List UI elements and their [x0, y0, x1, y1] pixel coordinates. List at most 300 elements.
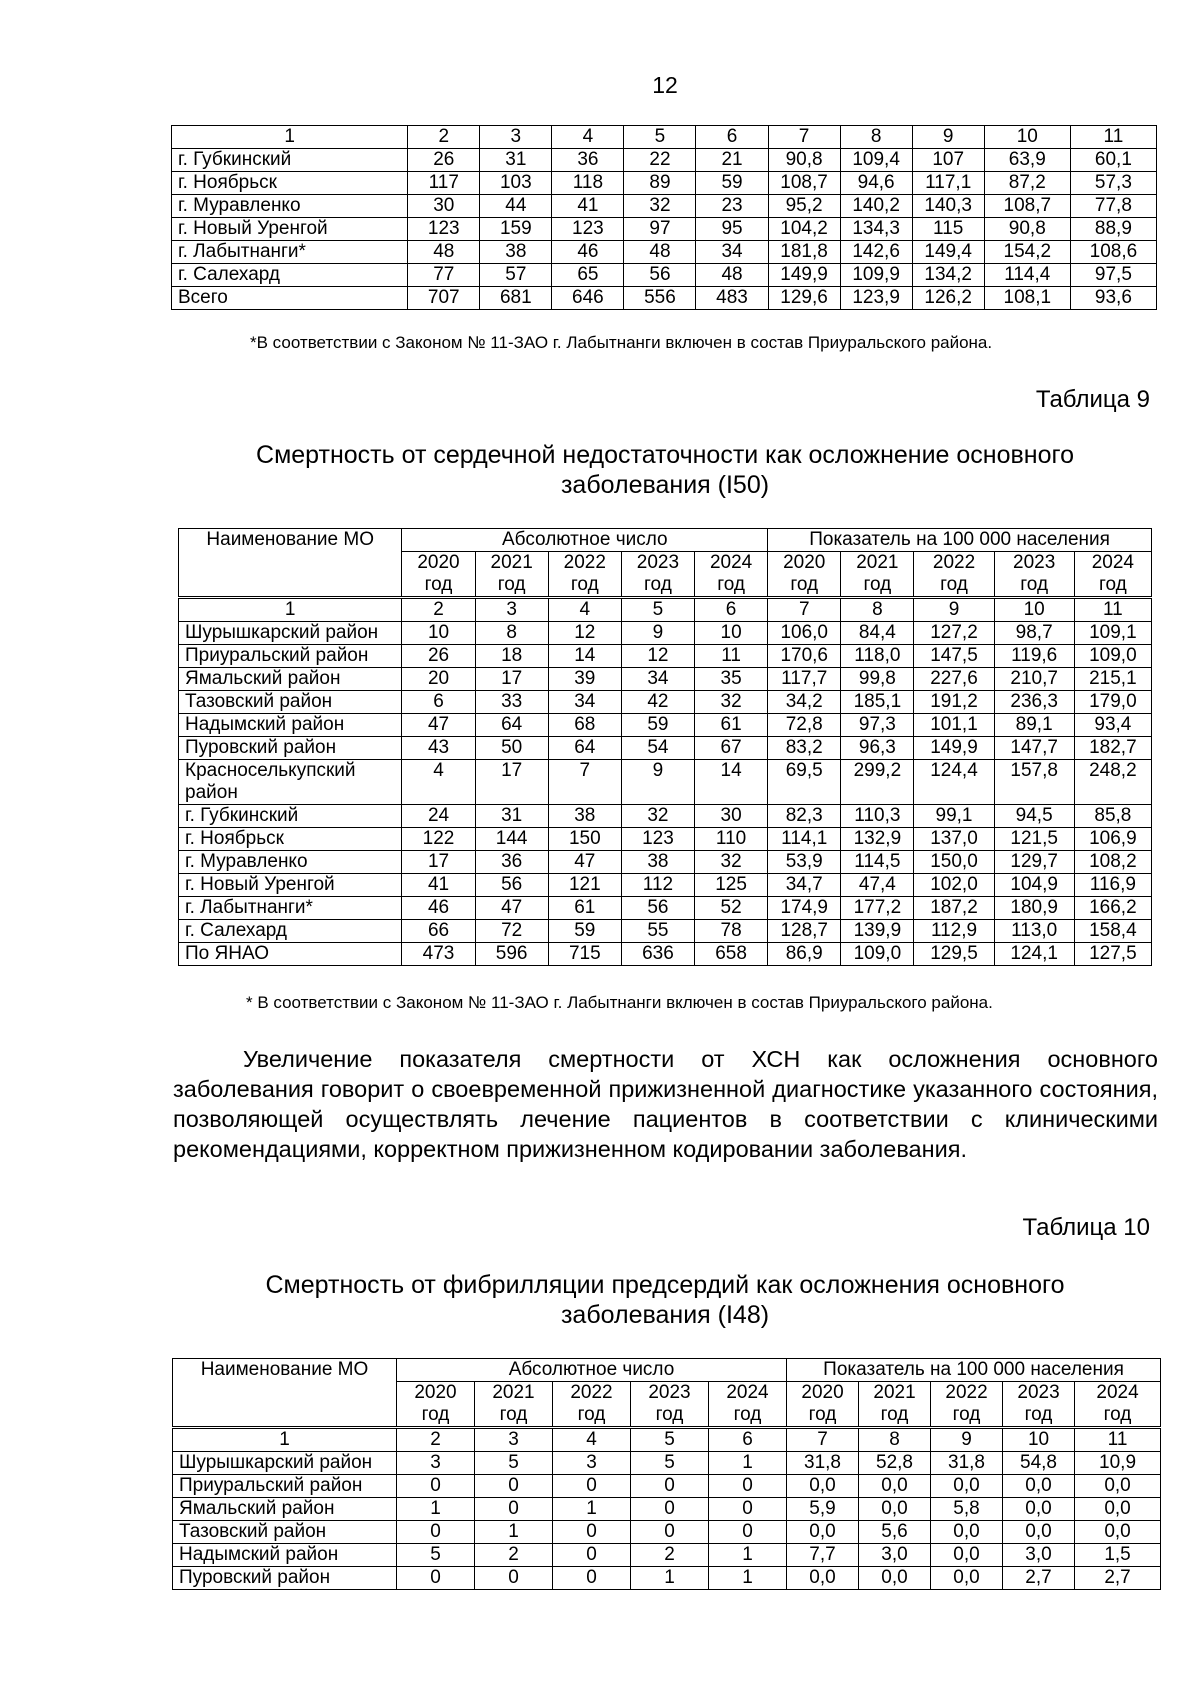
value-cell: 596 — [475, 943, 548, 966]
value-cell: 59 — [548, 920, 621, 943]
value-cell: 149,9 — [914, 737, 994, 760]
value-cell: 124,4 — [914, 760, 994, 805]
value-cell: 2,7 — [1003, 1567, 1075, 1590]
value-cell: 20 — [402, 668, 475, 691]
value-cell: 108,1 — [984, 287, 1070, 310]
year-header-cell — [548, 552, 621, 598]
value-cell: 31,8 — [787, 1452, 859, 1475]
value-cell: 36 — [475, 851, 548, 874]
value-cell: 108,7 — [768, 172, 840, 195]
mo-name-cell: Надымский район — [173, 1544, 397, 1567]
year-suffix: год — [1103, 1404, 1132, 1425]
value-cell: 24 — [402, 805, 475, 828]
value-cell: 38 — [480, 241, 552, 264]
table-row — [179, 828, 1152, 851]
year-suffix: год — [733, 1404, 762, 1425]
value-cell: 35 — [695, 668, 768, 691]
value-cell: 108,7 — [984, 195, 1070, 218]
value-cell: 99,1 — [914, 805, 994, 828]
value-cell: 5 — [475, 1452, 553, 1475]
value-cell: 0 — [397, 1521, 475, 1544]
value-cell: 77,8 — [1070, 195, 1156, 218]
mo-name-cell: г. Новый Уренгой — [179, 874, 402, 897]
year-suffix: год — [644, 574, 672, 595]
table-row — [172, 264, 1157, 287]
value-cell: 299,2 — [841, 760, 914, 805]
table-row — [173, 1452, 1161, 1475]
value-cell: 2 — [475, 1544, 553, 1567]
year-suffix: год — [497, 574, 526, 595]
table9 — [178, 528, 1152, 966]
value-cell: 0 — [631, 1475, 709, 1498]
value-cell: 32 — [695, 851, 768, 874]
value-cell: 48 — [624, 241, 696, 264]
value-cell: 5 — [397, 1544, 475, 1567]
column-number-cell: 6 — [709, 1428, 787, 1452]
mo-name-cell: г. Салехард — [172, 264, 408, 287]
value-cell: 1 — [709, 1452, 787, 1475]
column-number-cell: 8 — [840, 126, 912, 149]
table-continued — [171, 125, 1157, 310]
value-cell: 32 — [695, 691, 768, 714]
value-cell: 46 — [402, 897, 475, 920]
value-cell: 473 — [402, 943, 475, 966]
table9-title — [0, 440, 1200, 500]
value-cell: 72 — [475, 920, 548, 943]
table-row — [179, 874, 1152, 897]
value-cell: 90,8 — [984, 218, 1070, 241]
value-cell: 118 — [552, 172, 624, 195]
table-row — [173, 1567, 1161, 1590]
column-number-cell: 2 — [402, 598, 475, 622]
value-cell: 26 — [402, 645, 475, 668]
value-cell: 109,0 — [841, 943, 914, 966]
value-cell: 59 — [621, 714, 694, 737]
column-number-cell: 5 — [621, 598, 694, 622]
value-cell: 2,7 — [1075, 1567, 1161, 1590]
value-cell: 123 — [552, 218, 624, 241]
column-number-cell: 2 — [408, 126, 480, 149]
value-cell: 170,6 — [768, 645, 841, 668]
column-number-cell: 5 — [631, 1428, 709, 1452]
mo-name-cell: г. Салехард — [179, 920, 402, 943]
value-cell: 56 — [621, 897, 694, 920]
value-cell: 636 — [621, 943, 694, 966]
value-cell: 187,2 — [914, 897, 994, 920]
value-cell: 0 — [397, 1567, 475, 1590]
value-cell: 0,0 — [1075, 1475, 1161, 1498]
mo-name-cell: Ямальский район — [179, 668, 402, 691]
value-cell: 0,0 — [859, 1567, 931, 1590]
value-cell: 34,7 — [768, 874, 841, 897]
value-cell: 227,6 — [914, 668, 994, 691]
value-cell: 64 — [475, 714, 548, 737]
value-cell: 180,9 — [994, 897, 1074, 920]
year-value: 2021 — [492, 1382, 535, 1403]
value-cell: 88,9 — [1070, 218, 1156, 241]
column-number-cell: 10 — [994, 598, 1074, 622]
column-number-cell: 7 — [787, 1428, 859, 1452]
value-cell: 715 — [548, 943, 621, 966]
value-cell: 236,3 — [994, 691, 1074, 714]
value-cell: 0,0 — [1075, 1521, 1161, 1544]
value-cell: 123,9 — [840, 287, 912, 310]
table-row — [172, 241, 1157, 264]
table-row — [179, 645, 1152, 668]
value-cell: 139,9 — [841, 920, 914, 943]
value-cell: 113,0 — [994, 920, 1074, 943]
mo-name-cell: г. Муравленко — [172, 195, 408, 218]
value-cell: 121,5 — [994, 828, 1074, 851]
table10 — [172, 1358, 1161, 1590]
mo-name-cell: Шурышкарский район — [173, 1452, 397, 1475]
value-cell: 48 — [696, 264, 768, 287]
column-number-cell: 10 — [1003, 1428, 1075, 1452]
table-row — [173, 1475, 1161, 1498]
year-header-cell — [931, 1382, 1003, 1428]
year-header-cell — [841, 552, 914, 598]
value-cell: 0,0 — [1075, 1498, 1161, 1521]
value-cell: 112,9 — [914, 920, 994, 943]
value-cell: 0 — [553, 1521, 631, 1544]
value-cell: 114,4 — [984, 264, 1070, 287]
value-cell: 47,4 — [841, 874, 914, 897]
value-cell: 97,5 — [1070, 264, 1156, 287]
value-cell: 114,1 — [768, 828, 841, 851]
value-cell: 103 — [480, 172, 552, 195]
year-header-cell — [475, 552, 548, 598]
value-cell: 38 — [548, 805, 621, 828]
value-cell: 115 — [912, 218, 984, 241]
year-suffix: год — [577, 1404, 606, 1425]
mo-name-cell: Пуровский район — [173, 1567, 397, 1590]
value-cell: 1,5 — [1075, 1544, 1161, 1567]
year-header-cell — [1074, 552, 1151, 598]
table-row — [179, 943, 1152, 966]
value-cell: 0 — [631, 1498, 709, 1521]
value-cell: 140,3 — [912, 195, 984, 218]
year-suffix: год — [1024, 1404, 1053, 1425]
value-cell: 57 — [480, 264, 552, 287]
name-column-header: Наименование МО — [173, 1359, 397, 1428]
value-cell: 84,4 — [841, 622, 914, 645]
value-cell: 181,8 — [768, 241, 840, 264]
year-suffix: год — [808, 1404, 837, 1425]
value-cell: 101,1 — [914, 714, 994, 737]
column-number-cell: 11 — [1070, 126, 1156, 149]
value-cell: 119,6 — [994, 645, 1074, 668]
value-cell: 248,2 — [1074, 760, 1151, 805]
value-cell: 1 — [397, 1498, 475, 1521]
value-cell: 158,4 — [1074, 920, 1151, 943]
value-cell: 3,0 — [1003, 1544, 1075, 1567]
column-number-cell: 4 — [553, 1428, 631, 1452]
value-cell: 0,0 — [859, 1475, 931, 1498]
value-cell: 110,3 — [841, 805, 914, 828]
year-suffix: год — [863, 574, 892, 595]
table10-title — [0, 1270, 1200, 1330]
year-suffix: год — [1099, 574, 1127, 595]
table-row — [179, 622, 1152, 645]
value-cell: 36 — [552, 149, 624, 172]
value-cell: 149,9 — [768, 264, 840, 287]
column-number-cell: 7 — [768, 126, 840, 149]
value-cell: 97 — [624, 218, 696, 241]
table-row — [173, 1498, 1161, 1521]
body-paragraph — [173, 1044, 1158, 1164]
value-cell: 150,0 — [914, 851, 994, 874]
table-row — [172, 149, 1157, 172]
table9-title-line1: Смертность от сердечной недостаточности как осложнение основного — [256, 441, 1074, 469]
value-cell: 54,8 — [1003, 1452, 1075, 1475]
year-value: 2023 — [1013, 552, 1056, 573]
table-row — [172, 195, 1157, 218]
column-number-cell: 6 — [696, 126, 768, 149]
value-cell: 106,0 — [768, 622, 841, 645]
value-cell: 1 — [709, 1544, 787, 1567]
value-cell: 6 — [402, 691, 475, 714]
value-cell: 215,1 — [1074, 668, 1151, 691]
value-cell: 0,0 — [931, 1475, 1003, 1498]
value-cell: 174,9 — [768, 897, 841, 920]
value-cell: 11 — [695, 645, 768, 668]
value-cell: 64 — [548, 737, 621, 760]
table-row — [172, 218, 1157, 241]
value-cell: 154,2 — [984, 241, 1070, 264]
column-number-cell: 11 — [1074, 598, 1151, 622]
table-row — [173, 1544, 1161, 1567]
column-number-cell: 5 — [624, 126, 696, 149]
mo-name-cell: По ЯНАО — [179, 943, 402, 966]
value-cell: 12 — [548, 622, 621, 645]
table10-caption: Таблица 10 — [1022, 1214, 1150, 1241]
mo-name-cell: г. Муравленко — [179, 851, 402, 874]
year-value: 2021 — [873, 1382, 916, 1403]
table-row — [179, 805, 1152, 828]
table9-caption: Таблица 9 — [1035, 386, 1150, 413]
year-value: 2023 — [636, 552, 680, 573]
mo-name-cell: Ямальский район — [173, 1498, 397, 1521]
value-cell: 5,6 — [859, 1521, 931, 1544]
value-cell: 93,6 — [1070, 287, 1156, 310]
year-value: 2020 — [417, 552, 460, 573]
value-cell: 32 — [624, 195, 696, 218]
value-cell: 9 — [621, 760, 694, 805]
value-cell: 3 — [397, 1452, 475, 1475]
value-cell: 95,2 — [768, 195, 840, 218]
value-cell: 14 — [695, 760, 768, 805]
group-header-absolute: Абсолютное число — [402, 529, 768, 552]
value-cell: 0 — [475, 1567, 553, 1590]
table10-title-line1: Смертность от фибрилляции предсердий как осложнения основного — [265, 1271, 1065, 1299]
header-row — [179, 529, 1152, 552]
value-cell: 109,9 — [840, 264, 912, 287]
value-cell: 96,3 — [841, 737, 914, 760]
table-row — [179, 691, 1152, 714]
value-cell: 10 — [402, 622, 475, 645]
value-cell: 63,9 — [984, 149, 1070, 172]
value-cell: 7 — [548, 760, 621, 805]
value-cell: 26 — [408, 149, 480, 172]
value-cell: 109,4 — [840, 149, 912, 172]
mo-name-cell: г. Губкинский — [172, 149, 408, 172]
value-cell: 85,8 — [1074, 805, 1151, 828]
value-cell: 0 — [475, 1498, 553, 1521]
value-cell: 108,2 — [1074, 851, 1151, 874]
value-cell: 0 — [397, 1475, 475, 1498]
year-header-cell — [621, 552, 694, 598]
year-header-cell — [1003, 1382, 1075, 1428]
value-cell: 95 — [696, 218, 768, 241]
value-cell: 0,0 — [787, 1475, 859, 1498]
year-suffix: год — [499, 1404, 528, 1425]
value-cell: 147,5 — [914, 645, 994, 668]
column-number-cell: 3 — [475, 598, 548, 622]
column-number-cell: 9 — [912, 126, 984, 149]
value-cell: 34,2 — [768, 691, 841, 714]
value-cell: 44 — [480, 195, 552, 218]
value-cell: 52,8 — [859, 1452, 931, 1475]
value-cell: 159 — [480, 218, 552, 241]
value-cell: 0 — [709, 1475, 787, 1498]
value-cell: 39 — [548, 668, 621, 691]
value-cell: 55 — [621, 920, 694, 943]
value-cell: 129,5 — [914, 943, 994, 966]
value-cell: 117,7 — [768, 668, 841, 691]
value-cell: 658 — [695, 943, 768, 966]
value-cell: 22 — [624, 149, 696, 172]
column-number-row — [179, 598, 1152, 622]
value-cell: 109,1 — [1074, 622, 1151, 645]
value-cell: 104,9 — [994, 874, 1074, 897]
year-header-cell — [695, 552, 768, 598]
year-header-cell — [402, 552, 475, 598]
value-cell: 125 — [695, 874, 768, 897]
table-row — [172, 287, 1157, 310]
value-cell: 61 — [548, 897, 621, 920]
value-cell: 0 — [553, 1567, 631, 1590]
mo-name-cell: Красноселькупский район — [179, 760, 402, 805]
year-value: 2023 — [1017, 1382, 1060, 1403]
value-cell: 0,0 — [1003, 1498, 1075, 1521]
column-number-cell: 8 — [859, 1428, 931, 1452]
year-value: 2022 — [563, 552, 606, 573]
value-cell: 117 — [408, 172, 480, 195]
value-cell: 0,0 — [1003, 1521, 1075, 1544]
value-cell: 89,1 — [994, 714, 1074, 737]
footnote-table9: * В соответствии с Законом № 11-ЗАО г. Лабытнанги включен в состав Приуральского района. — [246, 993, 993, 1012]
value-cell: 34 — [621, 668, 694, 691]
year-suffix: год — [570, 574, 599, 595]
footnote-continued: *В соответствии с Законом № 11-ЗАО г. Лабытнанги включен в состав Приуральского района. — [250, 333, 993, 352]
value-cell: 23 — [696, 195, 768, 218]
value-cell: 56 — [475, 874, 548, 897]
value-cell: 1 — [631, 1567, 709, 1590]
value-cell: 191,2 — [914, 691, 994, 714]
value-cell: 30 — [695, 805, 768, 828]
value-cell: 707 — [408, 287, 480, 310]
column-number-cell: 6 — [695, 598, 768, 622]
mo-name-cell: Тазовский район — [173, 1521, 397, 1544]
mo-name-cell: г. Ноябрьск — [172, 172, 408, 195]
column-number-cell: 7 — [768, 598, 841, 622]
value-cell: 106,9 — [1074, 828, 1151, 851]
year-header-cell — [768, 552, 841, 598]
value-cell: 5 — [631, 1452, 709, 1475]
value-cell: 77 — [408, 264, 480, 287]
column-number-cell: 1 — [172, 126, 408, 149]
year-header-cell — [397, 1382, 475, 1428]
column-number-cell: 4 — [548, 598, 621, 622]
value-cell: 4 — [402, 760, 475, 805]
value-cell: 104,2 — [768, 218, 840, 241]
value-cell: 0,0 — [787, 1567, 859, 1590]
value-cell: 129,7 — [994, 851, 1074, 874]
value-cell: 31 — [480, 149, 552, 172]
column-number-cell: 8 — [841, 598, 914, 622]
header-row — [173, 1359, 1161, 1382]
value-cell: 66 — [402, 920, 475, 943]
value-cell: 53,9 — [768, 851, 841, 874]
value-cell: 47 — [475, 897, 548, 920]
value-cell: 10,9 — [1075, 1452, 1161, 1475]
year-value: 2020 — [783, 552, 826, 573]
value-cell: 98,7 — [994, 622, 1074, 645]
value-cell: 107 — [912, 149, 984, 172]
column-number-cell: 1 — [179, 598, 402, 622]
value-cell: 50 — [475, 737, 548, 760]
value-cell: 0 — [631, 1521, 709, 1544]
value-cell: 57,3 — [1070, 172, 1156, 195]
value-cell: 681 — [480, 287, 552, 310]
value-cell: 122 — [402, 828, 475, 851]
column-number-cell: 2 — [397, 1428, 475, 1452]
value-cell: 129,6 — [768, 287, 840, 310]
table-row — [179, 851, 1152, 874]
mo-name-cell: Тазовский район — [179, 691, 402, 714]
value-cell: 128,7 — [768, 920, 841, 943]
value-cell: 41 — [552, 195, 624, 218]
value-cell: 17 — [475, 668, 548, 691]
value-cell: 31,8 — [931, 1452, 1003, 1475]
column-number-cell: 10 — [984, 126, 1070, 149]
column-number-cell: 9 — [931, 1428, 1003, 1452]
column-number-row — [172, 126, 1157, 149]
value-cell: 177,2 — [841, 897, 914, 920]
table10-title-line2: заболевания (I48) — [560, 1301, 770, 1329]
value-cell: 54 — [621, 737, 694, 760]
value-cell: 59 — [696, 172, 768, 195]
value-cell: 17 — [475, 760, 548, 805]
year-value: 2022 — [932, 552, 976, 573]
year-header-cell — [709, 1382, 787, 1428]
value-cell: 33 — [475, 691, 548, 714]
value-cell: 0 — [709, 1521, 787, 1544]
value-cell: 87,2 — [984, 172, 1070, 195]
value-cell: 34 — [548, 691, 621, 714]
value-cell: 0,0 — [787, 1521, 859, 1544]
value-cell: 31 — [475, 805, 548, 828]
year-suffix: год — [880, 1404, 909, 1425]
value-cell: 0,0 — [931, 1521, 1003, 1544]
value-cell: 32 — [621, 805, 694, 828]
year-value: 2023 — [648, 1382, 691, 1403]
year-suffix: год — [424, 574, 453, 595]
mo-name-cell: Приуральский район — [179, 645, 402, 668]
value-cell: 48 — [408, 241, 480, 264]
value-cell: 110 — [695, 828, 768, 851]
mo-name-cell: г. Новый Уренгой — [172, 218, 408, 241]
